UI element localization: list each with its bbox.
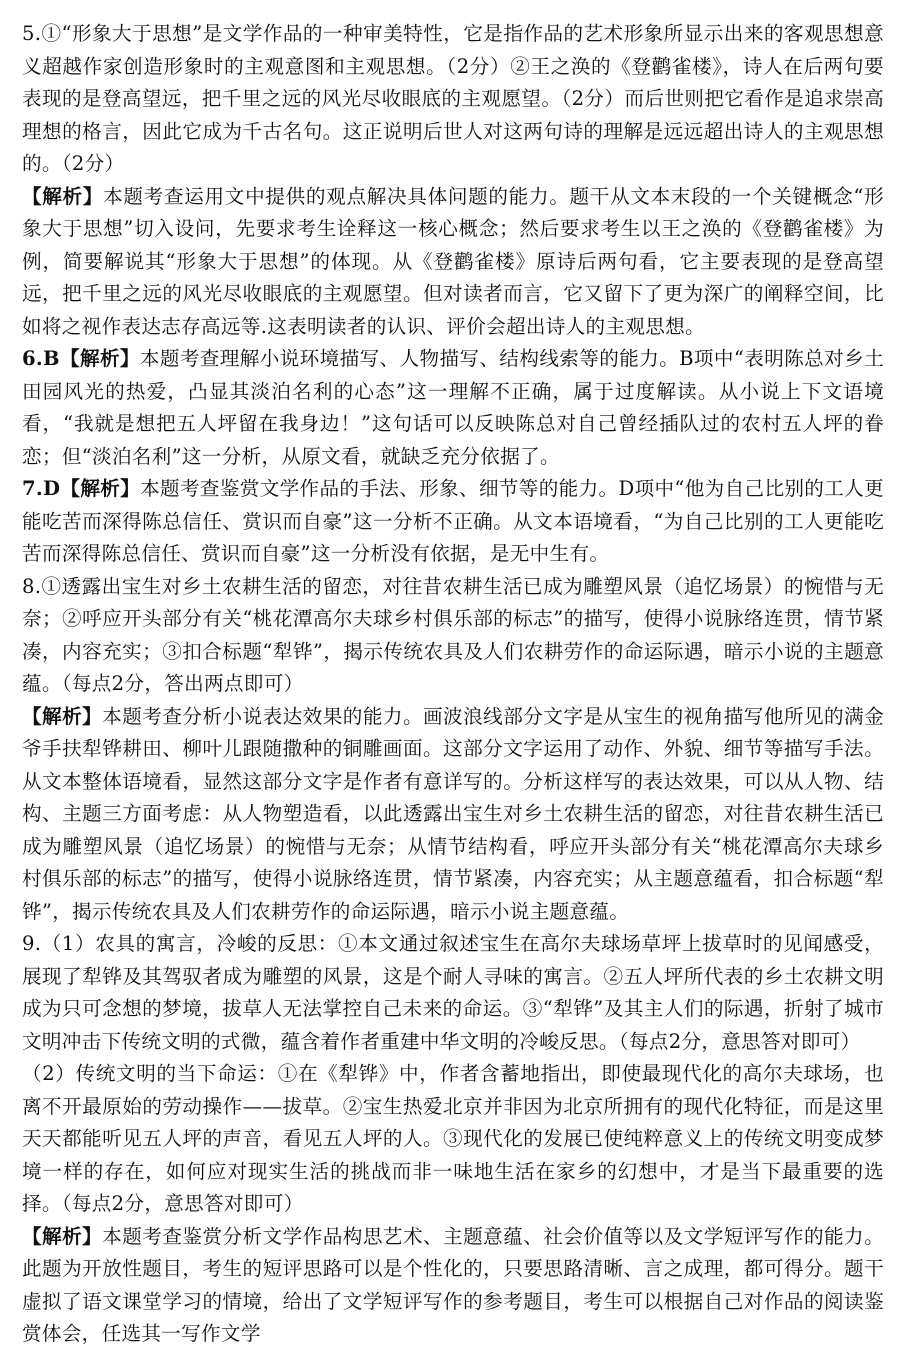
- answer-9-part2-paragraph: [22, 1058, 884, 1221]
- answer-tag: 6.B【解析】: [22, 347, 140, 370]
- analysis-text: 本题考查分析小说表达效果的能力。画波浪线部分文字是从宝生的视角描写他所见的满金爷手扶犁铧耕田、柳叶儿跟随撒种的铜雕画面。这部分文字运用了动作、外貌、细节等描写手法。从文本整体语境看，显然这部分文字是作者有意详写的。分析这样写的表达效果，可以从人物、结构、主题三方面考虑：从人物塑造看，以此透露出宝生对乡土农耕生活的留恋，对往昔农耕生活已成为雕塑风景（追忆场景）的惋惜与无奈；从情节结构看，呼应开头部分有关“桃花潭高尔夫球乡村俱乐部的标志”的描写，使得小说脉络连贯，情节紧凑，内容充实；从主题意蕴看，扣合标题“犁铧”，揭示传统农具及人们农耕劳作的命运际遇，暗示小说主题意蕴。: [22, 704, 884, 923]
- analysis-tag: 【解析】: [22, 704, 103, 728]
- answer-text: （2）传统文明的当下命运：①在《犁铧》中，作者含蓄地指出，即使最现代化的高尔夫球场，也离不开最原始的劳动操作——拔草。②宝生热爱北京并非因为北京所拥有的现代化特征，而是这里天天都能听见五人坪的声音，看见五人坪的人。③现代化的发展已使纯粹意义上的传统文明变成梦境一样的存在，如何应对现实生活的挑战而非一味地生活在家乡的幻想中，才是当下最重要的选择。（每点2分，意思答对即可）: [22, 1062, 884, 1215]
- answer-text: 5.①“形象大于思想”是文学作品的一种审美特性，它是指作品的艺术形象所显示出来的客观思想意义超越作家创造形象时的主观意图和主观思想。（2分）②王之涣的《登鹳雀楼》，诗人在后两句要表现的是登高望远，把千里之远的风光尽收眼底的主观愿望。（2分）而后世则把它看作是追求崇高理想的格言，因此它成为千古名句。这正说明后世人对这两句诗的理解是远远超出诗人的主观思想的。（2分）: [22, 22, 884, 175]
- document-page: [22, 18, 884, 1351]
- analysis-text: 本题考查运用文中提供的观点解决具体问题的能力。题干从文本末段的一个关键概念“形象大于思想”切入设问，先要求考生诠释这一核心概念；然后要求考生以王之涣的《登鹳雀楼》为例，简要解说其“形象大于思想”的体现。从《登鹳雀楼》原诗后两句看，它主要表现的是登高望远，把千里之远的风光尽收眼底的主观愿望。但对读者而言，它又留下了更为深广的阐释空间，比如将之视作表达志存高远等.这表明读者的认识、评价会超出诗人的主观思想。: [22, 184, 885, 338]
- analysis-tag: 【解析】: [22, 1224, 103, 1248]
- answer-text: 8.①透露出宝生对乡土农耕生活的留恋，对往昔农耕生活已成为雕塑风景（追忆场景）的惋惜与无奈；②呼应开头部分有关“桃花潭高尔夫球乡村俱乐部的标志”的描写，使得小说脉络连贯，情节紧凑，内容充实；③扣合标题“犁铧”，揭示传统农具及人们农耕劳作的命运际遇，暗示小说的主题意蕴。（每点2分，答出两点即可）: [22, 574, 884, 695]
- analysis-text: 本题考查鉴赏分析文学作品构思艺术、主题意蕴、社会价值等以及文学短评写作的能力。此题为开放性题目，考生的短评思路可以是个性化的，只要思路清晰、言之成理，都可得分。题干虚拟了语文课堂学习的情境，给出了文学短评写作的参考题目，考生可以根据自己对作品的阅读鉴赏体会，任选其一写作文学: [22, 1224, 884, 1345]
- answer-8-paragraph: [22, 571, 884, 701]
- answer-text: 9.（1）农具的寓言，冷峻的反思：①本文通过叙述宝生在高尔夫球场草坪上拔草时的见闻感受，展现了犁铧及其驾驭者成为雕塑的风景，这是个耐人寻味的寓言。②五人坪所代表的乡土农耕文明成为只可念想的梦境，拔草人无法掌控自己未来的命运。③“犁铧”及其主人们的际遇，折射了城市文明冲击下传统文明的式微，蕴含着作者重建中华文明的冷峻反思。（每点2分，意思答对即可）: [22, 932, 884, 1053]
- answer-5-paragraph: [22, 18, 884, 181]
- analysis-8-paragraph: [22, 701, 884, 929]
- answer-6-paragraph: [22, 343, 884, 473]
- analysis-5-paragraph: [22, 181, 884, 344]
- answer-7-paragraph: [22, 473, 884, 571]
- analysis-tag: 【解析】: [22, 184, 104, 208]
- analysis-text: 本题考查理解小说环境描写、人物描写、结构线索等的能力。B项中“表明陈总对乡土田园风光的热爱，凸显其淡泊名利的心态”这一理解不正确，属于过度解读。从小说上下文语境看，“我就是想把五人坪留在我身边！”这句话可以反映陈总对自己曾经插队过的农村五人坪的眷恋；但“淡泊名利”这一分析，从原文看，就缺乏充分依据了。: [22, 347, 884, 468]
- analysis-text: 本题考查鉴赏文学作品的手法、形象、细节等的能力。D项中“他为自己比别的工人更能吃苦而深得陈总信任、赏识而自豪”这一分析不正确。从文本语境看，“为自己比别的工人更能吃苦而深得陈总信任、赏识而自豪”这一分析没有依据，是无中生有。: [22, 477, 884, 565]
- analysis-9-paragraph: [22, 1221, 884, 1351]
- answer-tag: 7.D【解析】: [22, 477, 141, 500]
- answer-9-part1-paragraph: [22, 928, 884, 1058]
